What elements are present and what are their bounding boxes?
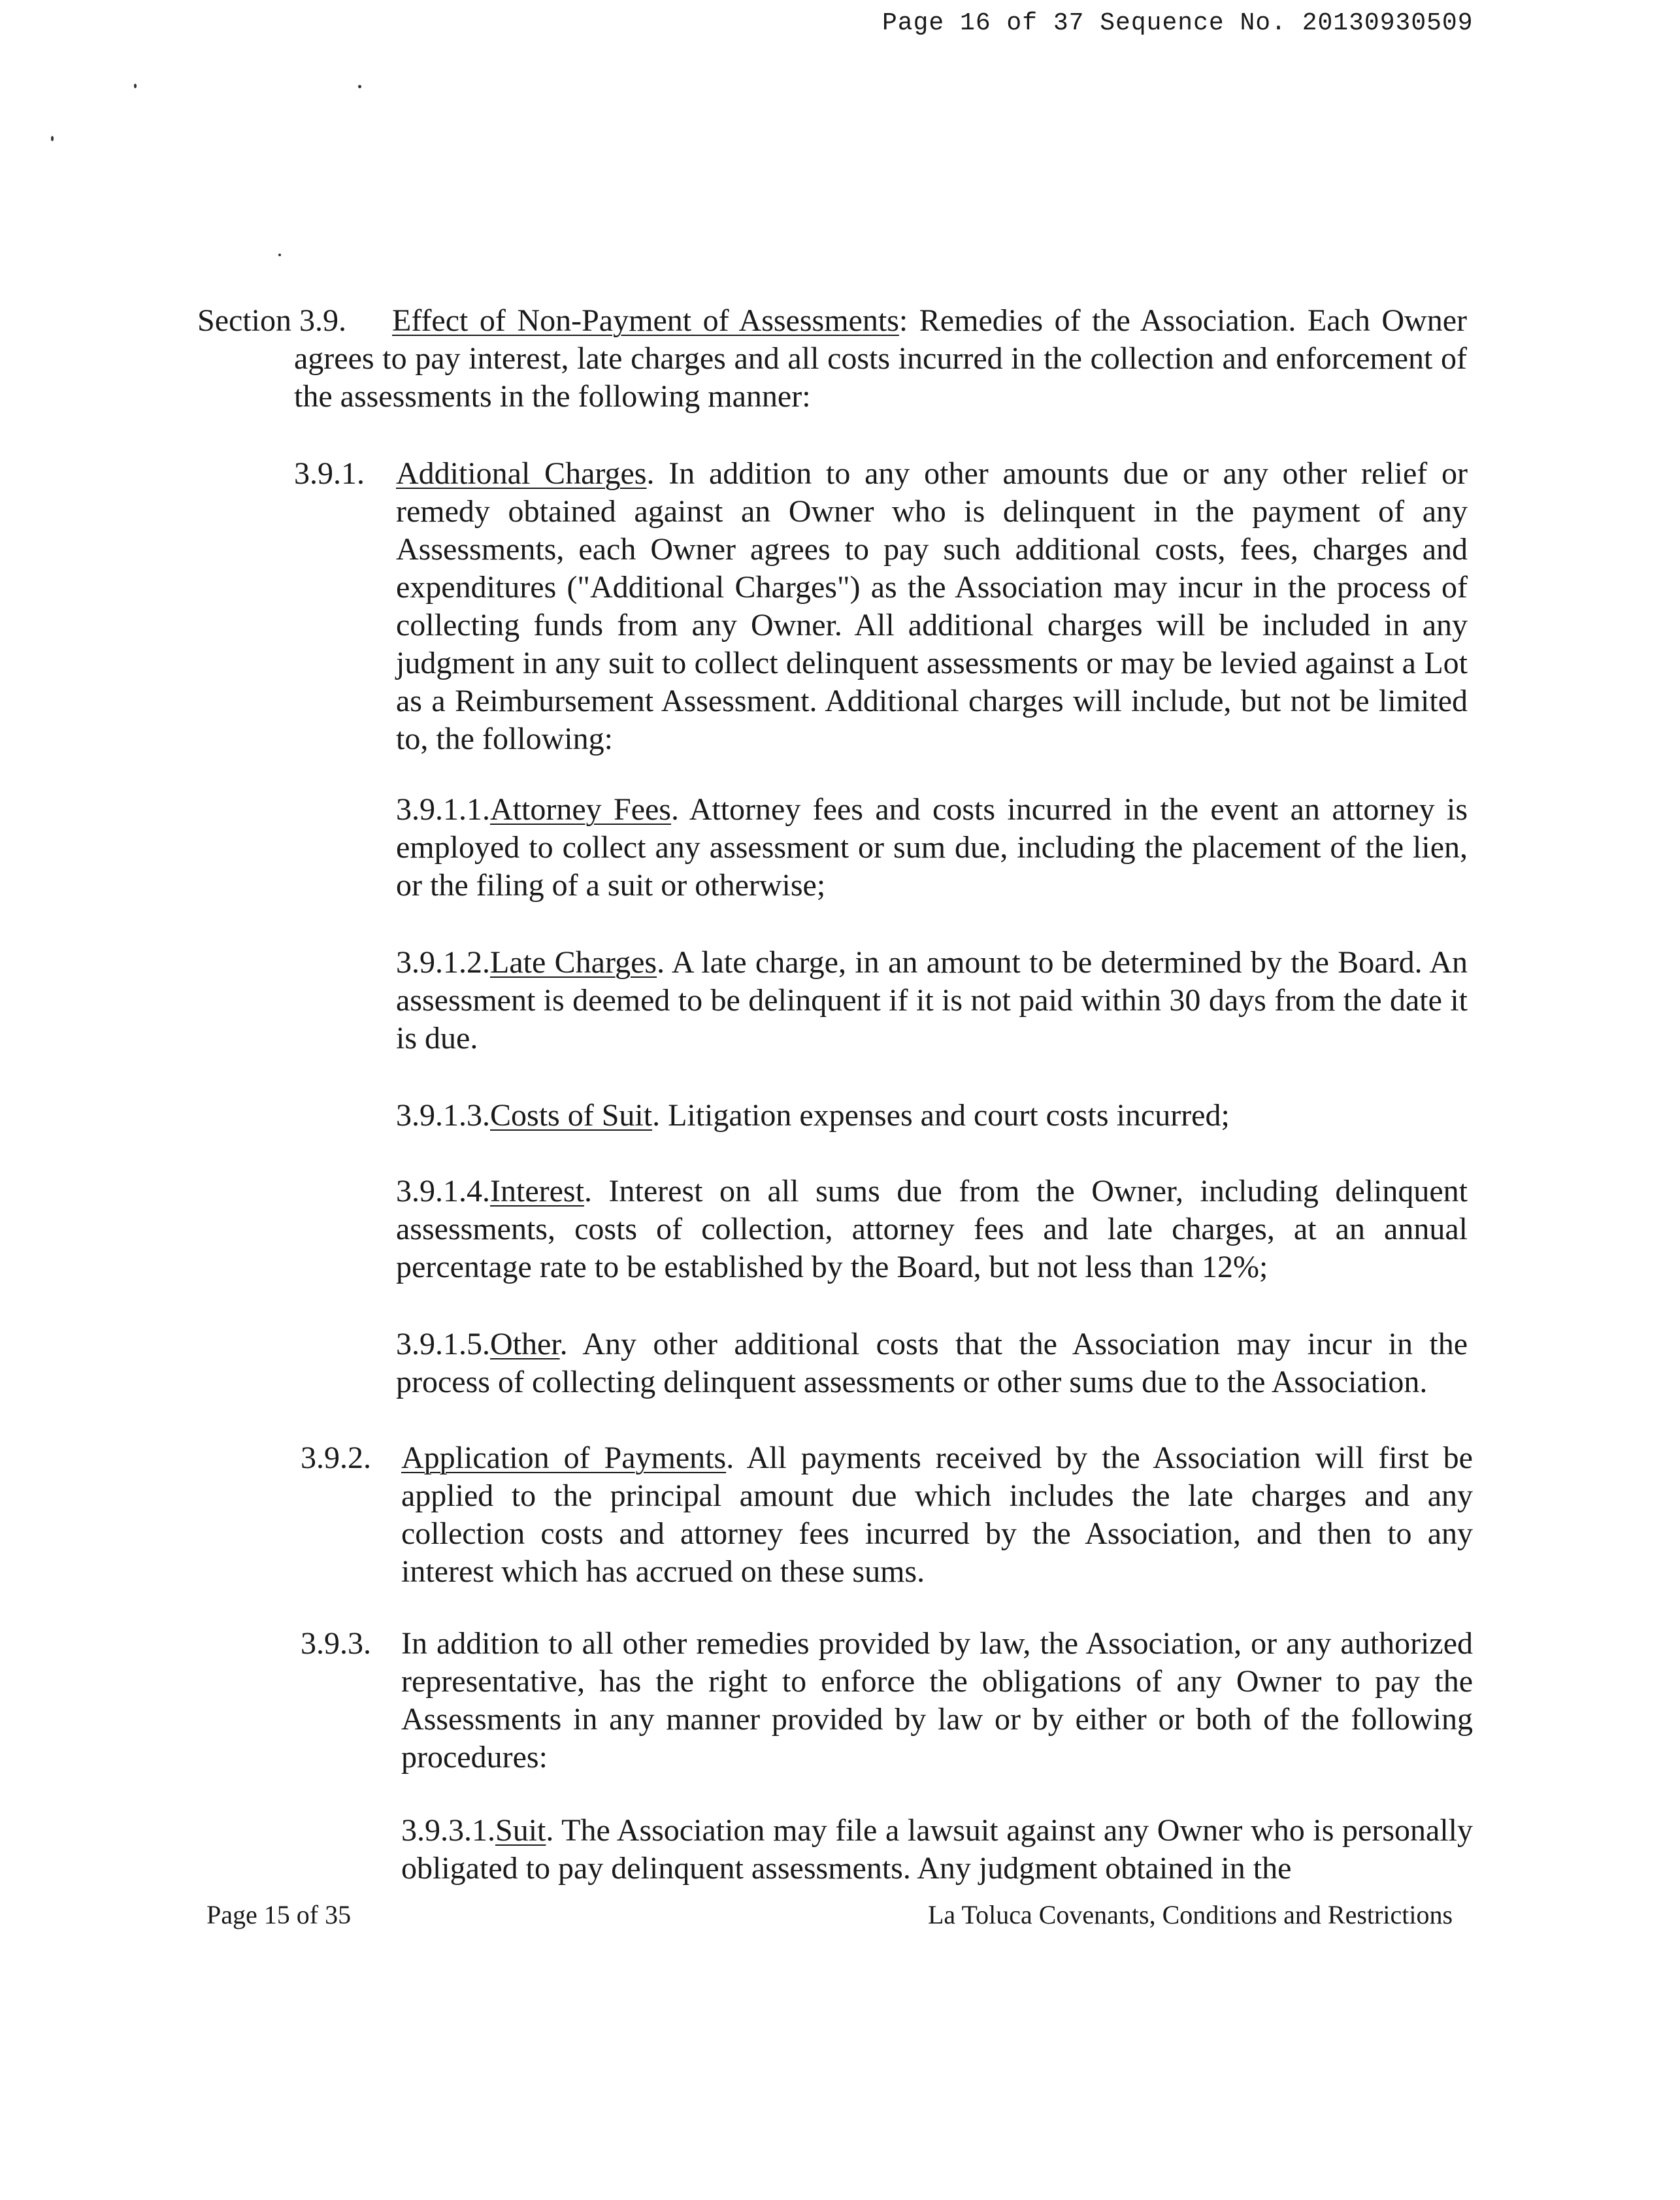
item-3-9-1-2: [396, 944, 1468, 1058]
item-heading: Costs of Suit: [490, 1098, 653, 1133]
item-3-9-1-3: [396, 1097, 1468, 1135]
item-3-9-1-5: [396, 1325, 1468, 1401]
item-body: . Interest on all sums due from the Owner, including delinquent assessments, costs of collection, attorney fees and late charges, at an annual percentage rate to be established by the Board, but not less than 12%;: [396, 1174, 1468, 1284]
footer-document-title: La Toluca Covenants, Conditions and Restrictions: [928, 1900, 1453, 1929]
section-label: Section 3.9.: [197, 303, 346, 338]
item-number: 3.9.1.3.: [396, 1098, 490, 1133]
item-3-9-3-1: [401, 1812, 1473, 1888]
scan-speck: [134, 84, 137, 88]
scan-speck: [51, 136, 54, 141]
item-body: . A late charge, in an amount to be determined by the Board. An assessment is deemed to be delinquent if it is not paid within 30 days from the date it is due.: [396, 945, 1468, 1056]
section-text: [294, 302, 1467, 416]
item-heading: Late Charges: [490, 945, 657, 980]
section-body: : Remedies of the Association. Each Owner agrees to pay interest, late charges and all costs incurred in the collection and enforcement of the assessments in the following manner:: [294, 303, 1468, 414]
subsection-text: [396, 455, 1468, 758]
scan-speck: [278, 254, 281, 256]
item-number: 3.9.1.1.: [396, 792, 490, 827]
footer-page-number: Page 15 of 35: [206, 1900, 352, 1929]
item-number: 3.9.3.1.: [401, 1813, 495, 1848]
subsection-number: 3.9.2.: [301, 1441, 371, 1475]
item-heading: Other: [490, 1327, 560, 1361]
subsection-body: . All payments received by the Association will first be applied to the principal amount due which includes the late charges and any collection costs and attorney fees incurred by the Association, and then to any interest which has accrued on these sums.: [401, 1441, 1473, 1589]
item-heading: Attorney Fees: [490, 792, 671, 827]
subsection-text: [401, 1439, 1473, 1591]
subsection-text: [401, 1625, 1473, 1776]
item-body: . Litigation expenses and court costs incurred;: [652, 1098, 1230, 1133]
item-3-9-1-1: [396, 791, 1468, 905]
subsection-heading: Application of Payments: [401, 1441, 727, 1475]
subsection-number: 3.9.3.: [301, 1626, 371, 1661]
item-number: 3.9.1.4.: [396, 1174, 490, 1208]
section-heading: Effect of Non-Payment of Assessments: [392, 303, 899, 338]
item-heading: Interest: [490, 1174, 584, 1208]
item-number: 3.9.1.2.: [396, 945, 490, 980]
subsection-body: In addition to all other remedies provided by law, the Association, or any authorized representative, has the right to enforce the obligations of any Owner to pay the Assessments in any manner provided by law or by either or both of the following procedures:: [401, 1626, 1473, 1775]
scan-speck: [358, 85, 361, 88]
sequence-stamp: Page 16 of 37 Sequence No. 20130930509: [882, 9, 1474, 37]
item-3-9-1-4: [396, 1173, 1468, 1286]
item-body: . Attorney fees and costs incurred in the event an attorney is employed to collect any assessment or sum due, including the placement of the lien, or the filing of a suit or otherwise;: [396, 792, 1468, 903]
subsection-number: 3.9.1.: [294, 456, 365, 491]
item-body: . Any other additional costs that the Association may incur in the process of collecting delinquent assessments or other sums due to the Association.: [396, 1327, 1468, 1399]
item-number: 3.9.1.5.: [396, 1327, 490, 1361]
item-body: . The Association may file a lawsuit against any Owner who is personally obligated to pay delinquent assessments. Any judgment obtained in the: [401, 1813, 1473, 1886]
item-heading: Suit: [495, 1813, 546, 1848]
subsection-body: . In addition to any other amounts due or any other relief or remedy obtained against an Owner who is delinquent in the payment of any Assessments, each Owner agrees to pay such additional costs, fees, charges and expenditures ("Additional Charges") as the Association may incur in the process of collecting funds from any Owner. All additional charges will be included in any judgment in any suit to collect delinquent assessments or may be levied against a Lot as a Reimbursement Assessment. Additional charges will include, but not be limited to, the following:: [396, 456, 1468, 756]
subsection-heading: Additional Charges: [396, 456, 647, 491]
